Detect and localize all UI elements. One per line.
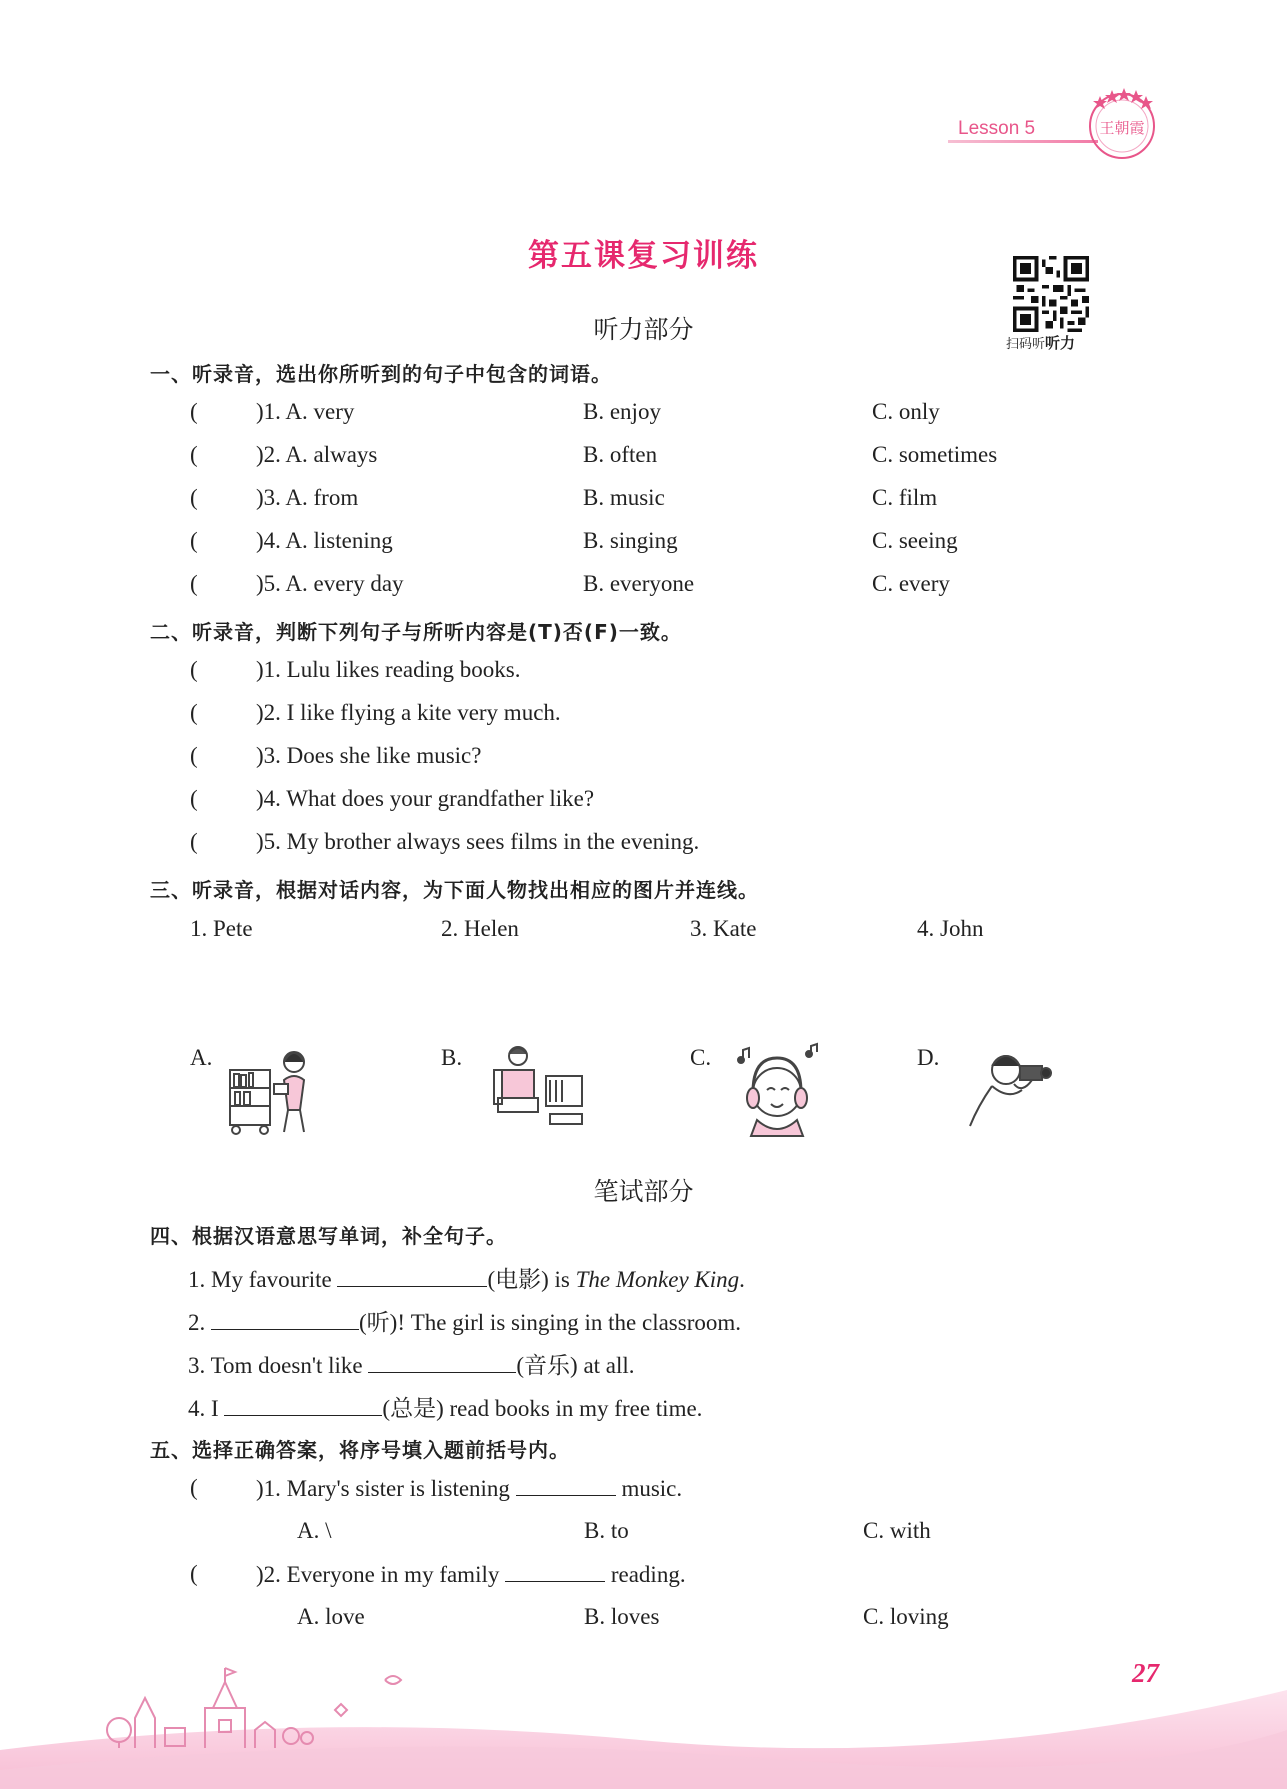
picture-letter: A. (190, 1045, 213, 1070)
question-text-end: reading. (605, 1562, 686, 1587)
girl-reading-bookshelf-icon[interactable] (222, 1040, 322, 1140)
italic-title: The Monkey King (575, 1267, 740, 1292)
answer-bracket[interactable]: ( (190, 528, 198, 553)
part1-question-row (0, 528, 1287, 562)
answer-bracket[interactable]: ( (190, 571, 198, 596)
option-c[interactable]: C. with (863, 1518, 931, 1543)
part2-question-row (0, 829, 1287, 863)
option-c[interactable]: C. loving (863, 1604, 949, 1629)
answer-bracket[interactable]: ( (190, 399, 198, 424)
option-b: B. enjoy (583, 399, 661, 424)
question-text-end: music. (615, 1476, 683, 1501)
part1-question-row (0, 399, 1287, 433)
option-a: )2. A. always (256, 442, 378, 467)
person-name[interactable]: 1. Pete (190, 916, 253, 941)
question-text (256, 1475, 682, 1502)
qr-caption-bold: 听力 (1045, 334, 1076, 352)
brand-seal-icon (1082, 82, 1162, 162)
answer-bracket[interactable]: ( (190, 743, 198, 768)
option-c: C. every (872, 571, 950, 596)
sentence-start: 2. (188, 1310, 211, 1335)
answer-blank[interactable] (368, 1352, 516, 1373)
person-name[interactable]: 2. Helen (441, 916, 519, 941)
option-a: )5. A. every day (256, 571, 404, 596)
choice-question (0, 1561, 1287, 1595)
fill-in-row (188, 1390, 702, 1423)
option-b[interactable]: B. to (584, 1518, 629, 1543)
lesson-underline (948, 140, 1098, 143)
choice-question (0, 1475, 1287, 1509)
answer-blank[interactable] (224, 1395, 382, 1416)
answer-bracket[interactable]: ( (190, 1475, 198, 1500)
part2-question-row (0, 657, 1287, 691)
answer-bracket[interactable]: ( (190, 485, 198, 510)
seal-text: 王朝霞 (1099, 119, 1145, 137)
option-b: B. music (583, 485, 665, 510)
sentence-end: is (548, 1267, 576, 1292)
boy-watching-tv-icon[interactable] (488, 1040, 588, 1140)
person-name[interactable]: 3. Kate (690, 916, 757, 941)
option-c: C. seeing (872, 528, 958, 553)
answer-bracket[interactable]: ( (190, 700, 198, 725)
sentence-end: at all. (577, 1353, 635, 1378)
part1-question-row (0, 485, 1287, 519)
option-c: C. only (872, 399, 940, 424)
part1-question-row (0, 571, 1287, 605)
sentence-start: 1. My favourite (188, 1267, 338, 1292)
statement-text: )3. Does she like music? (256, 743, 482, 768)
statement-text: )5. My brother always sees films in the evening. (256, 829, 700, 854)
sentence-start: 3. Tom doesn't like (188, 1353, 369, 1378)
answer-bracket[interactable]: ( (190, 829, 198, 854)
option-c: C. film (872, 485, 938, 510)
option-a[interactable]: A. \ (297, 1518, 332, 1543)
page-number: 27 (1132, 1658, 1159, 1688)
statement-text: )2. I like flying a kite very much. (256, 700, 561, 725)
statement-text: )1. Lulu likes reading books. (256, 657, 521, 682)
question-text-start: )2. Everyone in my family (256, 1562, 506, 1587)
chinese-hint: (听) (359, 1310, 398, 1335)
answer-bracket[interactable]: ( (190, 786, 198, 811)
answer-blank[interactable] (337, 1266, 487, 1287)
picture-letter: C. (690, 1045, 712, 1070)
option-a[interactable]: A. love (297, 1604, 365, 1629)
answer-blank[interactable] (516, 1475, 616, 1496)
question-text-start: )1. Mary's sister is listening (256, 1476, 516, 1501)
statement-text: )4. What does your grandfather like? (256, 786, 595, 811)
answer-bracket[interactable]: ( (190, 657, 198, 682)
option-c: C. sometimes (872, 442, 998, 467)
part4-title: 四、根据汉语意思写单词，补全句子。 (150, 1224, 507, 1248)
part1-title: 一、听录音，选出你所听到的句子中包含的词语。 (150, 362, 612, 386)
picture-letter: B. (441, 1045, 463, 1070)
sentence-start: 4. I (188, 1396, 225, 1421)
lesson-label: Lesson 5 (958, 118, 1036, 139)
option-b: B. often (583, 442, 658, 467)
sentence-punct: . (739, 1267, 745, 1292)
person-name[interactable]: 4. John (917, 916, 984, 941)
sentence-end: ! The girl is singing in the classroom. (397, 1310, 742, 1335)
option-a: )4. A. listening (256, 528, 393, 553)
fill-in-row (188, 1304, 741, 1337)
answer-blank[interactable] (211, 1309, 359, 1330)
fill-in-row (188, 1347, 635, 1380)
page-title: 第五课复习训练 (528, 238, 759, 274)
part2-question-row (0, 743, 1287, 777)
girl-headphones-music-icon[interactable] (727, 1040, 827, 1140)
answer-blank[interactable] (505, 1561, 605, 1582)
option-a: )1. A. very (256, 399, 355, 424)
castle-town-icon (95, 1650, 415, 1750)
sentence-end: read books in my free time. (443, 1396, 703, 1421)
fill-in-row (188, 1261, 745, 1294)
picture-letter: D. (917, 1045, 940, 1070)
chinese-hint: (音乐) (516, 1353, 578, 1378)
listening-section-heading: 听力部分 (593, 315, 694, 344)
part2-title: 二、听录音，判断下列句子与所听内容是(T)否(F)一致。 (150, 620, 682, 644)
qr-caption-prefix: 扫码听 (1006, 337, 1046, 352)
chinese-hint: (总是) (382, 1396, 444, 1421)
option-b[interactable]: B. loves (584, 1604, 660, 1629)
part5-title: 五、选择正确答案，将序号填入题前括号内。 (150, 1438, 570, 1462)
option-b: B. singing (583, 528, 678, 553)
part2-question-row (0, 700, 1287, 734)
part3-title: 三、听录音，根据对话内容，为下面人物找出相应的图片并连线。 (150, 878, 759, 902)
answer-bracket[interactable]: ( (190, 442, 198, 467)
chinese-hint: (电影) (487, 1267, 549, 1292)
writing-section-heading: 笔试部分 (593, 1177, 694, 1206)
option-a: )3. A. from (256, 485, 359, 510)
part2-question-row (0, 786, 1287, 820)
question-text (256, 1561, 686, 1588)
option-b: B. everyone (583, 571, 695, 596)
part1-question-row (0, 442, 1287, 476)
man-with-camera-icon[interactable] (962, 1040, 1062, 1140)
answer-bracket[interactable]: ( (190, 1561, 198, 1586)
